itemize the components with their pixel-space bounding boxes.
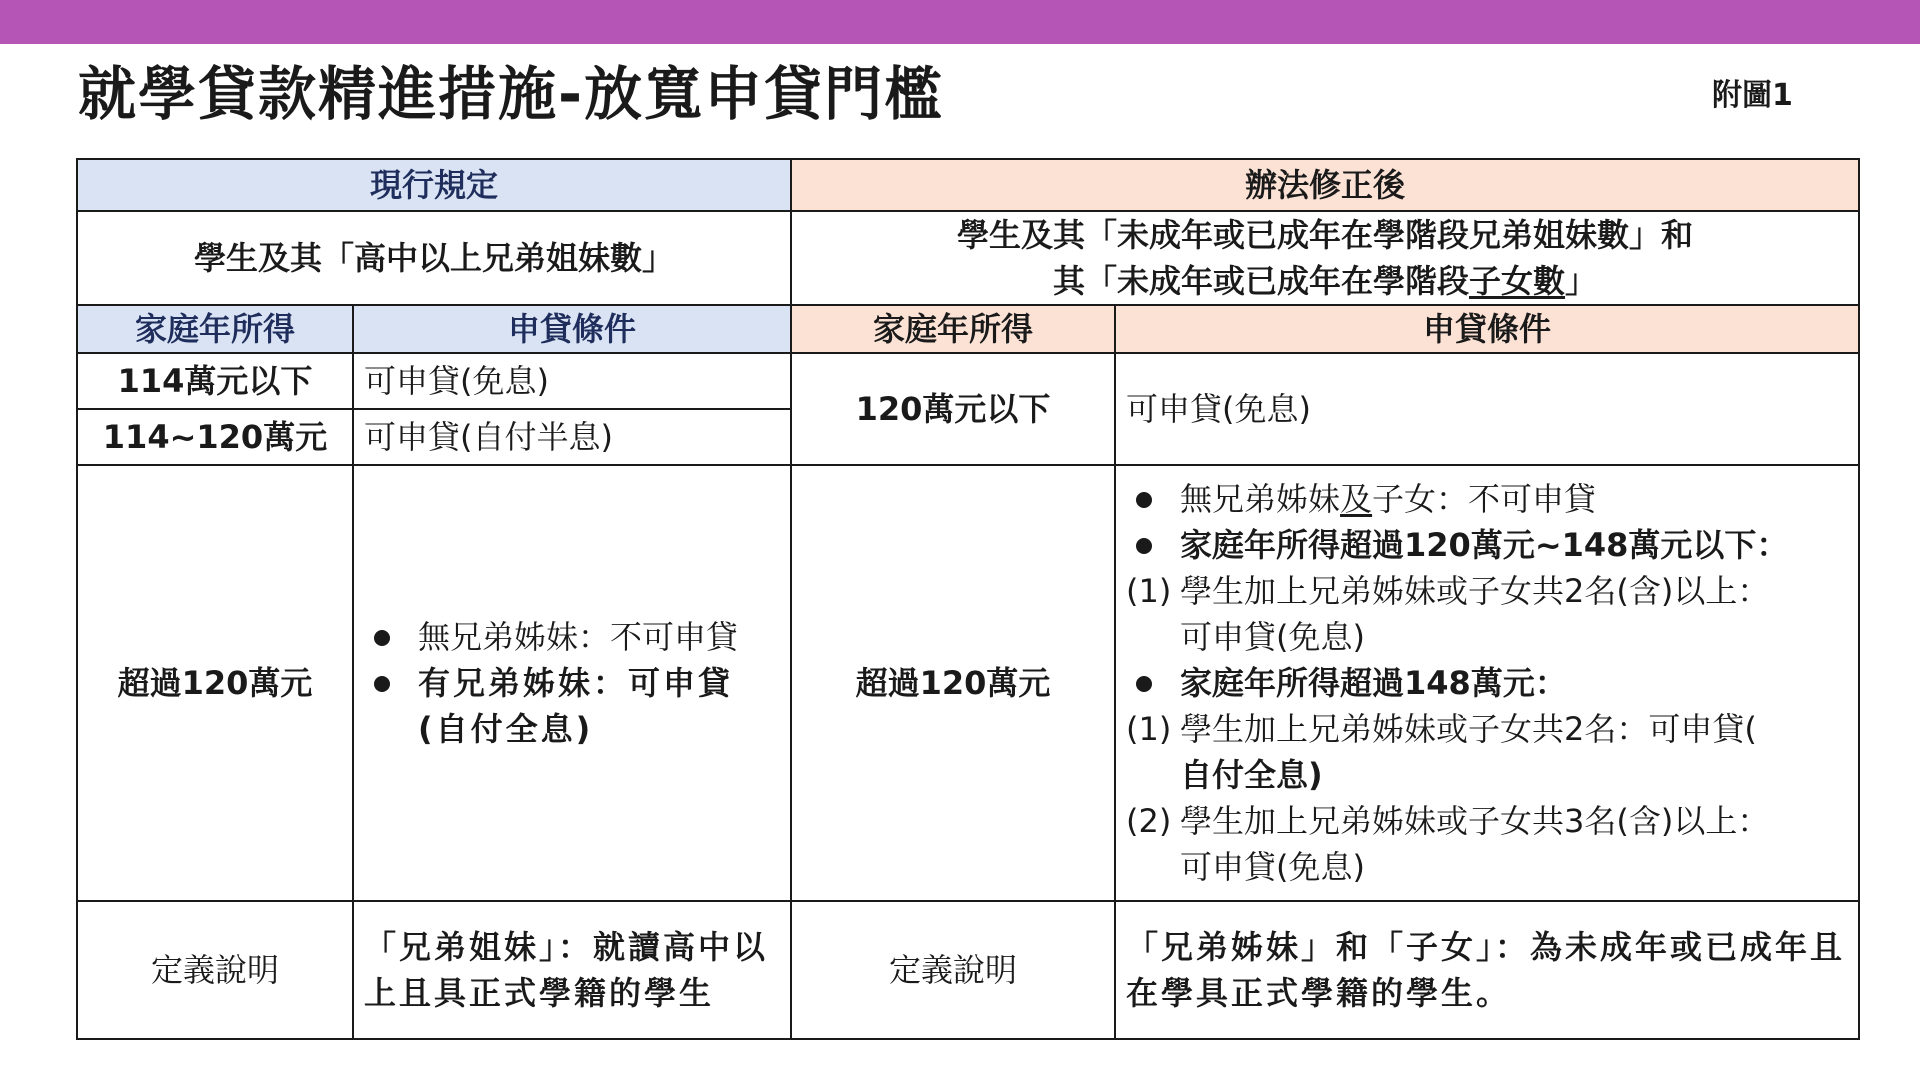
revised-b3-item2 <box>1126 798 1848 890</box>
revised-b3-item2-line1: 學生加上兄弟姊妹或子女共3名(含)以上： <box>1180 802 1770 840</box>
current-bullet-no-siblings: 無兄弟姊妹：不可申貸 <box>418 618 739 656</box>
current-income-cell: 114~120萬元 <box>77 409 353 465</box>
revised-subject-line2 <box>802 258 1848 304</box>
current-definition-text: 「兄弟姐妹」：就讀高中以上且具正式學籍的學生 <box>353 901 791 1039</box>
revised-subject-line2-a: 其「未成年或已成年在學階段 <box>1053 262 1470 300</box>
revised-definition-label: 定義說明 <box>791 901 1115 1039</box>
revised-over-list <box>1126 476 1848 568</box>
revised-bullet2: 家庭年所得超過120萬元~148萬元以下： <box>1180 526 1789 564</box>
list-item <box>1126 660 1848 706</box>
current-over-income-cell: 超過120萬元 <box>77 465 353 901</box>
item-number: (2) <box>1126 802 1172 840</box>
current-condition-cell: 可申貸(自付半息) <box>353 409 791 465</box>
item-number: (1) <box>1126 710 1172 748</box>
revised-b3-item1-line2: 自付全息) <box>1180 756 1323 794</box>
page-title: 就學貸款精進措施-放寬申貸門檻 <box>78 60 945 128</box>
revised-bullet1-c: 子女：不可申貸 <box>1372 480 1597 518</box>
revised-b2-item1 <box>1126 568 1848 660</box>
revised-bullet3: 家庭年所得超過148萬元： <box>1180 664 1567 702</box>
current-over-condition-cell <box>353 465 791 901</box>
current-condition-cell: 可申貸(免息) <box>353 353 791 409</box>
revised-subject <box>791 211 1859 305</box>
revised-subject-line2-c: 」 <box>1565 262 1598 300</box>
revised-bullet1-underlined: 及 <box>1340 480 1373 518</box>
bullet-icon <box>1136 538 1152 554</box>
revised-subject-line2-underlined: 子女數 <box>1469 262 1566 300</box>
table-heading-row <box>77 159 1859 211</box>
table-row <box>77 353 1859 409</box>
current-rules-heading: 現行規定 <box>77 159 791 211</box>
definition-row <box>77 901 1859 1039</box>
revised-subject-line1: 學生及其「未成年或已成年在學階段兄弟姐妹數」和 <box>957 216 1694 254</box>
bullet-icon <box>374 676 390 692</box>
figure-label: 附圖1 <box>1712 78 1793 113</box>
current-subject: 學生及其「高中以上兄弟姐妹數」 <box>77 211 791 305</box>
revised-b2-item1-line1: 學生加上兄弟姊妹或子女共2名(含)以上： <box>1180 572 1770 610</box>
current-income-cell: 114萬元以下 <box>77 353 353 409</box>
revised-definition-text: 「兄弟姊妹」和「子女」：為未成年或已成年且在學具正式學籍的學生。 <box>1115 901 1859 1039</box>
revised-rules-heading: 辦法修正後 <box>791 159 1859 211</box>
bullet-icon <box>1136 492 1152 508</box>
revised-income-cell: 120萬元以下 <box>791 353 1115 465</box>
revised-over-income-cell: 超過120萬元 <box>791 465 1115 901</box>
list-item <box>1126 476 1848 522</box>
revised-b3-item1-line1: 學生加上兄弟姊妹或子女共2名：可申貸( <box>1180 710 1757 748</box>
column-header-row <box>77 305 1859 353</box>
current-definition-label: 定義說明 <box>77 901 353 1039</box>
revised-bullet1-a: 無兄弟姊妹 <box>1180 480 1341 518</box>
bullet-icon <box>374 630 390 646</box>
current-over-list <box>364 614 780 752</box>
current-bullet-has-siblings: 有兄弟姊妹：可申貸(自付全息) <box>418 664 734 748</box>
comparison-table <box>76 158 1860 1040</box>
revised-b2-item1-line2: 可申貸(免息) <box>1180 618 1365 656</box>
item-number: (1) <box>1126 572 1172 610</box>
revised-col-condition-header: 申貸條件 <box>1115 305 1859 353</box>
revised-condition-cell: 可申貸(免息) <box>1115 353 1859 465</box>
list-item <box>1126 522 1848 568</box>
current-col-income-header: 家庭年所得 <box>77 305 353 353</box>
table-row-over-120 <box>77 465 1859 901</box>
revised-col-income-header: 家庭年所得 <box>791 305 1115 353</box>
revised-over-list-2 <box>1126 660 1848 706</box>
list-item <box>364 660 780 752</box>
top-accent-bar <box>0 0 1920 44</box>
revised-b3-item1 <box>1126 706 1848 798</box>
revised-b3-item2-line2: 可申貸(免息) <box>1180 848 1365 886</box>
current-col-condition-header: 申貸條件 <box>353 305 791 353</box>
list-item <box>364 614 780 660</box>
subject-row <box>77 211 1859 305</box>
revised-over-condition-cell <box>1115 465 1859 901</box>
bullet-icon <box>1136 676 1152 692</box>
